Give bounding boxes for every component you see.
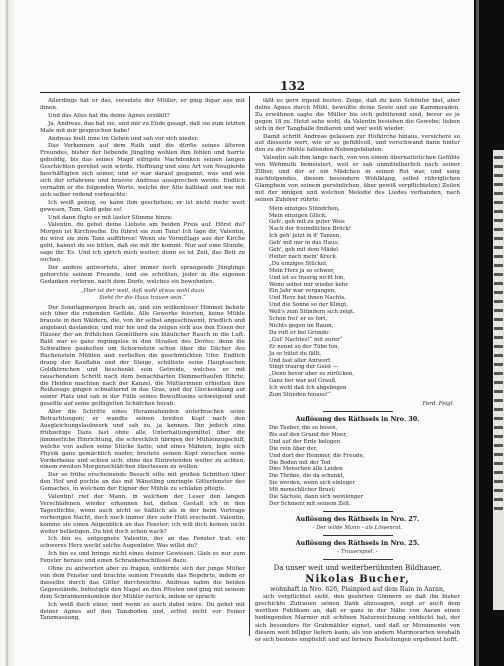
poem-line: Nichts gegen im Raum, [269, 323, 334, 329]
poem-line: Mein einziges Stündchen, [269, 205, 340, 212]
advertisement-intro: Da unser weit und weiterberühmten Bildhauer, [273, 563, 442, 572]
poem-line: Ich wohl daß Ich abgebogen [269, 385, 347, 392]
verse-line: Bis auf den Grund der Meer, [269, 431, 347, 438]
poem-line: Und Herz hat ihnen Nachts, [269, 295, 346, 302]
story-paragraph: Ich weiß doch einer, und wenn es auch dabei wäre. Du gehst mit deiner Agnes auf den Tanzboden und, erlöst nicht vor Feiner Tanzmassung, [40, 601, 245, 622]
poem-line: Ganz her war auf Grauß, [269, 378, 337, 385]
poem-line: Er nennt so der Tübe hin, [269, 343, 340, 350]
story-paragraph: Und dann fügte er mit lauter Stimme hinzu: [48, 214, 173, 221]
riddle-solution-heading-25: Auflösung des Räthsels in Nro. 25. [295, 538, 420, 547]
story-paragraph: Valentin! rief der Mann, in welchem der Leser den langen Verschlafenen wieder erkennen hat, deßen Gestalt ich in den Tagestlichte, wenn auch nicht so häßlich als in der beim Vortrage vorherigen Nacht, doch noch immer ihre sehr Hutt erscheint. Valentin, komme sie einen Augenblick an das Fenster; ich will dich keinen nicht weiter belästigen. Du bist doch schon wach? [40, 494, 245, 535]
section-divider [323, 535, 393, 536]
poem-line: Geh', geh mit zu guter Weis [269, 219, 345, 226]
poem-line: „Denn bevor aber es zurücken, [269, 371, 355, 378]
poem-line: Singt traurig der Geist — [269, 364, 339, 371]
advertisement-address: wohnhaft in Nro. 626, Plainpied auf dem Rain in Aaran, [270, 585, 445, 593]
right-column [255, 98, 460, 653]
story-paragraph: Aber die Schritte eines Herannahenden unterbrachen seine Betrachtungen; er wandte seinen breiten Kopf nach den Ausgleichungslaubwerk und sah zu, ja kennen. Ihn jedoch eine frühzeitige Dans fast ohne alle Unterhaltungsmittel über die jämmerliche Hinrichtung, die schrecklich übrigen der Mühlenzugschiff, welche von außen seine Stücke hatte, und eines Mähnen, legte sich Physik ganz gemächlich nieder, breitete seinen Kopf zwischen seine Vorderbeine und schien sich, ohne des Eintretenden weiter zu achten, einem zweiten Morgenschläfchen überlassen zu wollen. [40, 409, 245, 471]
advertisement-body: sich verpflichtet sieht, den geehrten Gönnern so daß ihn bisher geschickte Zutrauen seinen Dank abzusagen, zeigt er auch dem werthen Publikum an, daß er ganz in der Nähe von Aaran einen bedingenden Marmor mit schönen Naturzeichnung entdeckt hat, der sich besonders für Grabmähler eignet, und daß er Monumente von diesem weit billiger liefern kann, als von andern Marmorarten weshalb er sich bestens empfiehlt und auf fernere Bestellungen ergebenst hofft. [255, 593, 460, 644]
poem-line: Und fast aller Antwort [269, 357, 331, 364]
poem-line: Geh' mit mir in das Haus; [269, 240, 340, 247]
riddle-solution-heading-30: Auflösung des Räthsels in Nro. 30. [295, 414, 420, 423]
poem-line: „Du einziges Stückel, [269, 260, 328, 267]
poem-line: Heiter nach mein' Kreck. [269, 253, 338, 260]
story-paragraph: Damit schritt Andreas gelassen zur Hofkirche hinaus, versichere so auf diesseits wert, wie er so gefühlvoll, und verschwand dann hinter den zu der Mühle fallenden Nebengebäuden. [255, 133, 460, 154]
story-paragraph: Und das Alles hat die deine Agnes erzählt? [48, 112, 170, 119]
story-paragraph: Valentin, du gehst deine Liebste am beiden Preis auf. Hörst du? Morgen ist Kirchweihe. Du führst sie zum Tanz! Ich lage dir, Valentin, du wirst sie zum Tanz aufführen! Wenn sie Vormittags aus der Kirche geht, kannst du sie bitten, daß sie mit dir kommt. Nur auf eine Stunde, sage ihr. Es. Und ich sprich mich weiter; denn es ist Zeit, das Bett zu suchen. [40, 222, 245, 263]
riddle-solution-verse [269, 425, 460, 508]
section-divider [323, 511, 393, 512]
verse-line: Sieht ihr die Haus trauen sein.“ [99, 294, 186, 301]
header-rule [40, 92, 460, 93]
story-paragraph: Der so frühe erscheinende Besuch eilte mit großen Schritten über den Hof und pochte an das mit Wänstling umringte Gitterfenster des Gemaches, in welchem der Eigner der Mühle zu schlafen pflegte. [40, 472, 245, 493]
page-number: 132 [280, 79, 306, 93]
verse-line: Sie werden, wenn sich einleger [269, 480, 355, 487]
verse-line: „Hier ist der weit, daß wohl etwas wohl dazu [80, 287, 205, 294]
poem-line: Schon frei' er es fort, [269, 316, 328, 323]
section-divider [323, 411, 393, 412]
adjacent-page-fragment [493, 150, 504, 610]
story-paragraph: Ich weiß genug, so kann ihm geschehen; er ist nicht mehr wert gewesen, Tom, Gott gebe es! [40, 199, 245, 213]
story-paragraph: Ohne zu antworten aber zu fragen, entfernte sich der junge Müller von dem Fenster und brachte seinem Freunde das Begehrte, indem er dasselbe durch das Gitter durchreichte. Andreas nahm die beiden Gegenstände, befestigte den Nagel an den Pfosten und ging mit seinem dem Schrankenräumlein der Mühler zurück, indem er sprach: [40, 566, 245, 600]
story-paragraph: Valentin sah ihm lange nach, von von einem übernatürlichen Gefühle von Wehmuth bemeistert, weil er sah unmittelbarlich nach seiner Zither, und der er ein Mädchen in seinen Rot war, und sang nachfolgendes, diesem besondern Wohlklang, selbst rühriglichen Glamphein von seinem persönlichen, über gewiß verpflichteten) Zeilen mit der innigen und welchen Melodie des Liedes verbanden, nach seinen Zuhörer rührte: [255, 155, 460, 203]
poem-line: Weil's zum Stündern sich zeigt. [269, 309, 355, 316]
verse-line: Die Sächsle, dann sich weinlenger [269, 494, 364, 501]
verse-line: Die Boden mit der Tod [269, 459, 331, 466]
poem-line: Ein Jahr war vergangen, [269, 288, 336, 295]
story-paragraph: Andreas hielt inne im Gehen und sah vor sich nieder. [48, 135, 199, 142]
column-divider [249, 96, 250, 636]
verse-line: Die Tauber, die so besen, [269, 424, 338, 431]
poem-line: Wenn selbst mir wieder kehr. [269, 281, 349, 288]
riddle-solution-heading-27: Auflösung des Räthsels in Nro. 27. [295, 514, 420, 523]
story-paragraph: Das Verkennen auf dem Rath und die dürfte seines älteren Freundes, bisher der liebende Jüngling wohlen ihm fehlen und harrte gebuldig, bis das seines Magd eifrigste Nachdenken seinen langen Geschichten gerebet sein würde. Hoffnung und eine Art von Neugierde beschäftigten sich seiner, und er war darauf gespannt, was und wie sich der erfahrene und bravste Andreas aussprechen werde. Endlich vernahm er die folgenden Worte, welche der Alte halblaut und wie mit sich selber redend vorbrachte: [40, 143, 245, 198]
verse-line: Und auf der Erde belogen [269, 438, 341, 445]
poem-line: Geh', geh mit dem Mädel [269, 247, 338, 254]
poem-line: Nach der freundlichen Brück! [269, 226, 351, 233]
story-paragraph: läßt es gern irgend besten. Zeige, daß du kein Schönfer bist, aber deine Agnes durch Mühl, bewußte deine Seele und sie Kammeraden. Zu erwähnen sagte die Müller bis sich gebührend sind, bevor es je gegen 18 zu. Hetzt sehe wohl, da Valentin besiehen die Gewebe; lieben sich in der Tanghalle findiaren und wer weiß wieder. [255, 98, 460, 132]
poem-line: Da ruft er bei Grunde: [269, 329, 331, 336]
story-paragraph: Allerdings hat er das, versetzte der Müller; er ging ihgar aus mit ihnen. [40, 98, 245, 111]
story-paragraph: Der andere antwortete, aber immer noch sprangende Jünglinge gehorchte seinem Freunde, und sie schritten, jeder in die eigenen Gedanken verloren, nach dem Dorfe, welches sie bewohnten. [40, 264, 245, 285]
poem-line: Und die Sonne so der Klingt, [269, 302, 348, 309]
riddle-answer-27: - Der wilde Mann - als Löwenrat. [312, 524, 403, 531]
poem-line: Und ist so traurig nicht hin, [269, 274, 346, 281]
story-paragraph: Ja, Andreas, das hat sie, und mir zu Ende gesagt, daß sie zum letzten Male mit mir gesprochen habe! [40, 120, 245, 134]
left-column [40, 98, 245, 653]
riddle-answer-25: - Trauerspiel. - [337, 548, 378, 555]
story-paragraph: Ich bin es und bringe nicht eines deiner Gewissen. Gieb es nur zum Fenster heraus und einen Schrankenschlüssel dazu. [40, 551, 245, 565]
verse-line: Mit menschlicher Brust; [269, 487, 336, 494]
poem-line: „Gut' Nachtes!“ mit eurer“ [269, 336, 343, 343]
verse-line: Die rein über der, [269, 445, 318, 452]
verse-line: Und dort der Hemmer, die Freude, [269, 452, 365, 459]
poem-author: Ferd. Feigl. [422, 400, 454, 407]
section-divider [323, 559, 393, 560]
poem-line: Ja so hütet du fällt, [269, 350, 322, 357]
poem-line: Mein einzigen Glück, [269, 212, 327, 219]
verse-line: Die Thräne, die da schenkt, [269, 473, 345, 480]
poem-line: Mein Herz ja so schwer, [269, 267, 335, 274]
verse-line: Dies Menschen alle Leiden [269, 466, 343, 473]
poem-line: Ich geh' jetzt in d' Tanzen, [269, 233, 342, 240]
verse-line: Der Schmerz mit seinem Zelt. [269, 500, 351, 507]
story-paragraph: Ich bin es, entgegnete Valentin, der an das Fenster trat; ein schweres Herz weckt solche Augenlider. Was willst du? [40, 536, 245, 550]
scan-binding-edge [0, 0, 14, 666]
poem-line: Zum Stünden hinaus!“ [269, 392, 331, 399]
inline-verse [40, 288, 245, 302]
story-paragraph: Der Sonntagmorgen brach an, und ein wolkenloser Himmel behnte sich über die ruhenden Gefilde. Alle Gewerke feierten, keine Mühle brauste in den Wäldern, die, von ihr selbst angeschiwemt, friedlich und angebaut dastanden, und nur hie und da zeigen sich aus den Essen der Häuser der an fröhlichen Gemüthern ein bläulicher Rauch in die Luft. Bald war es ganz regungslos in den Straßen des Dorfes; denn die Schwalben gaukelten um Schornstein schon über die Dächer des Buchenstein Mühlen und verließen die geschmückten Ufer. Endlich drang der Kauflahn und der Steige, schüttete seine Hauptsachen Goldkörnchen und beschenkt sein Getreide, welches er mit rauschendem Schritt nach dem benachbarten Dämmerhaufen führte; die Heiden machten nach der Kanzel, die Mütterinnen erhielten ihre Reißzeuge gingen schnatternd in das Gras, und der Glockenklang auf seiner Platz und sah in der Fülle seines Bewußtseins schweigend und gesellte auf seine geflügelten Schäfchen herab. [40, 304, 245, 408]
song-poem [269, 206, 460, 399]
advertisement-name: Nikolas Bucher, [305, 573, 410, 585]
